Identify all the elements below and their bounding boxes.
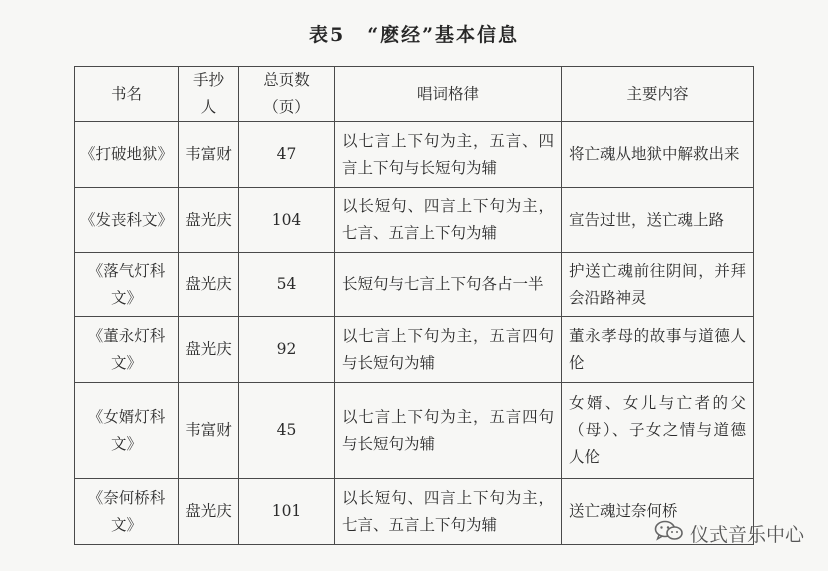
cell-copyist: 盘光庆 [179,317,239,383]
table-row [75,383,754,479]
cell-title: 《发丧科文》 [75,188,179,253]
header-meter: 唱词格律 [335,67,562,122]
watermark-text: 仪式音乐中心 [689,524,804,546]
table-number: 表5 [308,24,346,46]
cell-pages: 47 [239,122,335,188]
header-title: 书名 [75,67,179,122]
table-row [75,188,754,253]
table-row [75,317,754,383]
table-row [75,253,754,317]
cell-content: 女婿、女儿与亡者的父（母）、子女之情与道德人伦 [562,383,754,479]
header-row [75,67,754,122]
cell-meter: 以长短句、四言上下句为主，七言、五言上下句为辅 [335,479,562,545]
cell-content: 宣告过世，送亡魂上路 [562,188,754,253]
cell-copyist: 盘光庆 [179,253,239,317]
cell-meter: 以长短句、四言上下句为主，七言、五言上下句为辅 [335,188,562,253]
header-content: 主要内容 [562,67,754,122]
cell-meter: 以七言上下句为主，五言、四言上下句与长短句为辅 [335,122,562,188]
cell-copyist: 韦富财 [179,383,239,479]
cell-pages: 92 [239,317,335,383]
cell-meter: 以七言上下句为主，五言四句与长短句为辅 [335,317,562,383]
cell-title: 《打破地狱》 [75,122,179,188]
table-caption [0,20,828,47]
table-row [75,122,754,188]
cell-title: 《落气灯科文》 [75,253,179,317]
cell-pages: 104 [239,188,335,253]
table-row [75,479,754,545]
cell-pages: 101 [239,479,335,545]
cell-title: 《女婿灯科文》 [75,383,179,479]
cell-pages: 54 [239,253,335,317]
cell-content: 董永孝母的故事与道德人伦 [562,317,754,383]
header-pages: 总页数（页） [239,67,335,122]
info-table [74,66,754,545]
cell-copyist: 盘光庆 [179,188,239,253]
header-copyist: 手抄人 [179,67,239,122]
cell-copyist: 韦富财 [179,122,239,188]
cell-meter: 长短句与七言上下句各占一半 [335,253,562,317]
cell-title: 《奈何桥科文》 [75,479,179,545]
cell-content: 送亡魂过奈何桥 [562,479,754,545]
watermark [654,520,804,547]
cell-title: 《董永灯科文》 [75,317,179,383]
wechat-icon [654,520,690,547]
cell-content: 护送亡魂前往阴间，并拜会沿路神灵 [562,253,754,317]
cell-pages: 45 [239,383,335,479]
cell-meter: 以七言上下句为主，五言四句与长短句为辅 [335,383,562,479]
cell-copyist: 盘光庆 [179,479,239,545]
table-title: “麽经”基本信息 [367,24,520,46]
cell-content: 将亡魂从地狱中解救出来 [562,122,754,188]
